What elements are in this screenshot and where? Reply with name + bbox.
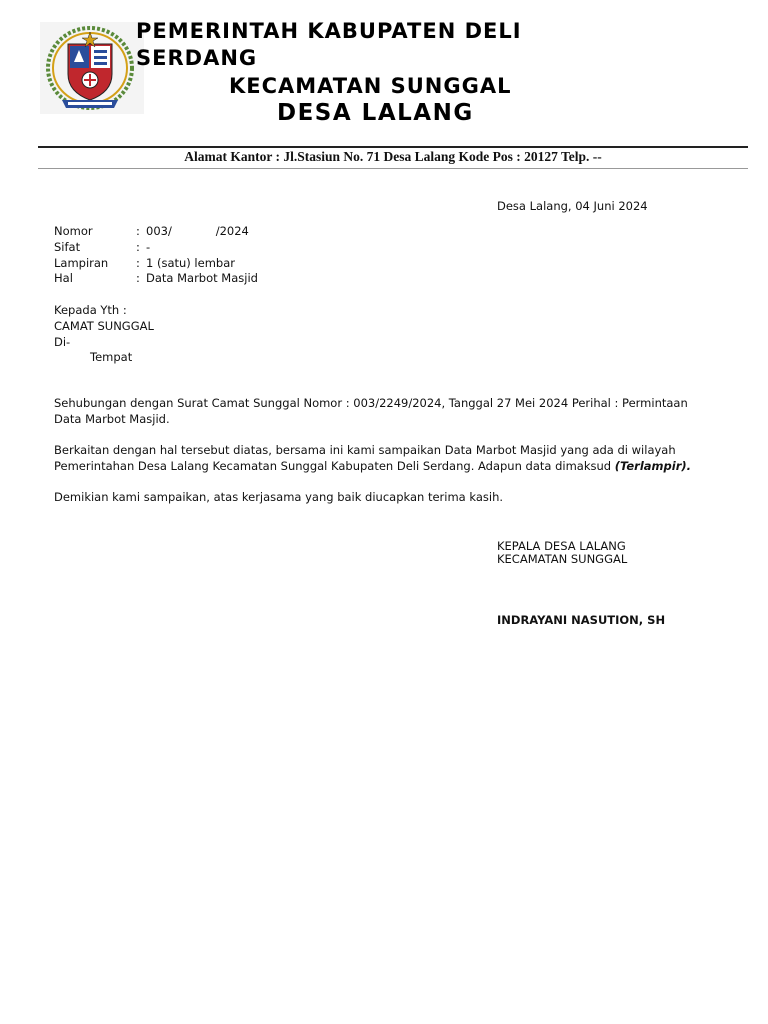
body-paragraph-2-text: Berkaitan dengan hal tersebut diatas, bersama ini kami sampaikan Data Marbot Masjid yang ada di wilayah Pemerintahan Desa Lalang Kecamatan Sunggal Kabupaten Deli Serdang. Adapun data dimaksud (54, 443, 676, 473)
letter-date: Desa Lalang, 04 Juni 2024 (497, 199, 648, 213)
signature-title-1: KEPALA DESA LALANG (497, 539, 626, 553)
meta-value-sifat: - (146, 240, 151, 254)
meta-label-lampiran: Lampiran (54, 256, 109, 270)
meta-label-sifat: Sifat (54, 240, 81, 254)
meta-colon: : (136, 224, 140, 238)
recipient-to: Kepada Yth : (54, 303, 127, 317)
body-paragraph-3: Demikian kami sampaikan, atas kerjasama yang baik diucapkan terima kasih. (54, 490, 504, 504)
body-paragraph-1: Sehubungan dengan Surat Camat Sunggal Nomor : 003/2249/2024, Tanggal 27 Mei 2024 Perihal : Permintaan Data Marbot Masjid. (54, 396, 688, 426)
meta-colon: : (136, 271, 140, 285)
header-divider-bottom (38, 168, 748, 169)
meta-colon: : (136, 256, 140, 270)
attachment-note: (Terlampir). (614, 458, 691, 473)
header-district-title: KECAMATAN SUNGGAL (229, 74, 512, 98)
meta-value-hal: Data Marbot Masjid (146, 271, 258, 285)
header-government-title: PEMERINTAH KABUPATEN DELI SERDANG (136, 19, 522, 70)
recipient-name: CAMAT SUNGGAL (54, 319, 154, 333)
signature-name: INDRAYANI NASUTION, SH (497, 613, 666, 627)
recipient-place: Tempat (90, 350, 133, 364)
office-address: Alamat Kantor : Jl.Stasiun No. 71 Desa Lalang Kode Pos : 20127 Telp. -- (184, 149, 602, 164)
meta-colon: : (136, 240, 140, 254)
deli-serdang-emblem (40, 22, 144, 114)
meta-label-nomor: Nomor (54, 224, 93, 238)
recipient-di: Di- (54, 335, 71, 349)
signature-title-2: KECAMATAN SUNGGAL (497, 552, 628, 566)
body-paragraph-2 (54, 443, 694, 474)
meta-value-lampiran: 1 (satu) lembar (146, 256, 235, 270)
meta-label-hal: Hal (54, 271, 73, 285)
header-village-title: DESA LALANG (277, 100, 474, 126)
meta-value-nomor: 003/ /2024 (146, 224, 249, 238)
